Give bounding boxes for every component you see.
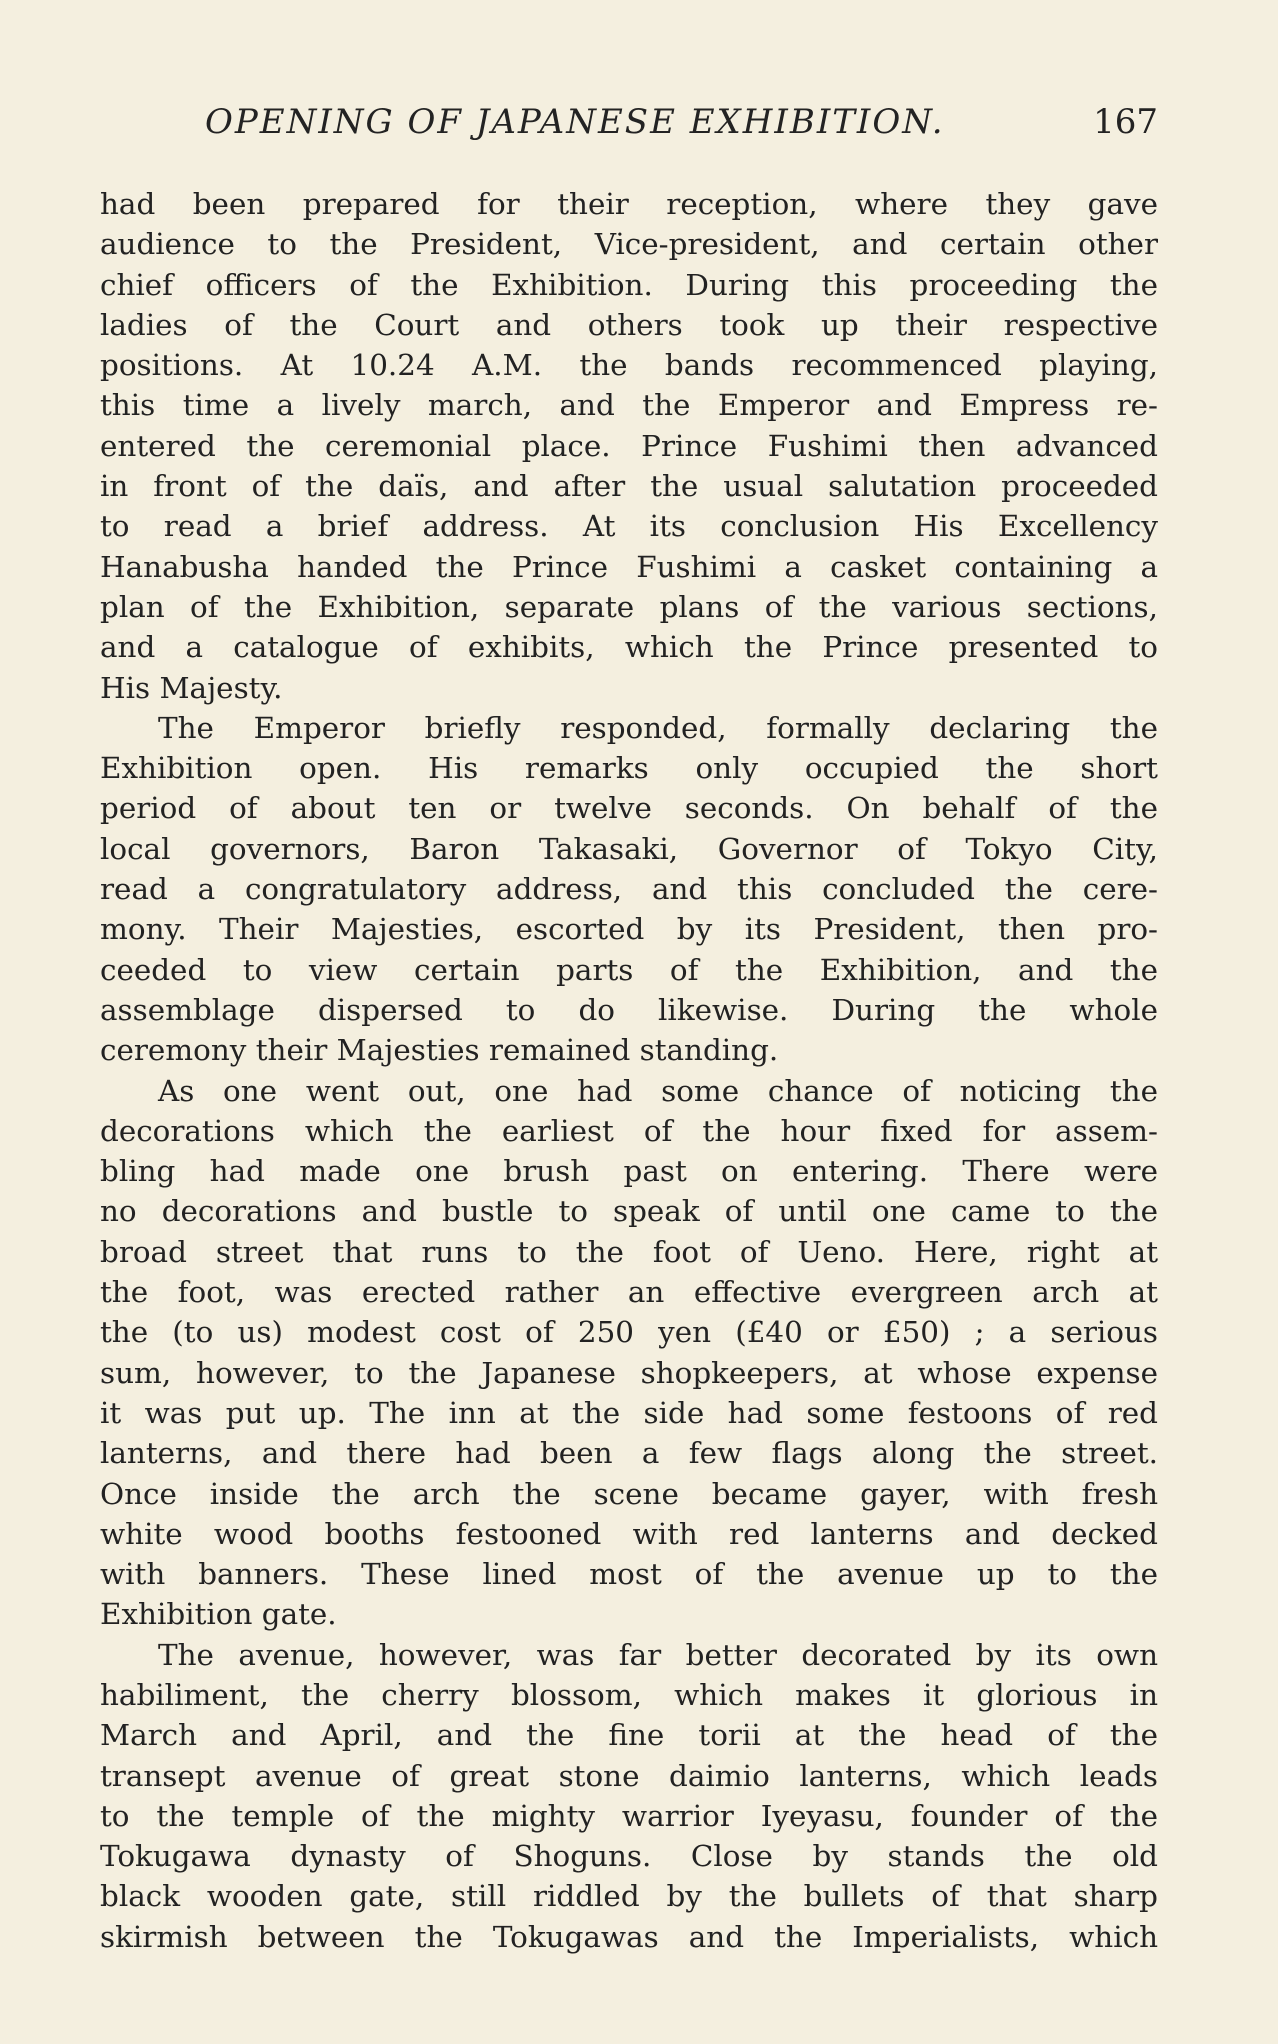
- text-line: chief officers of the Exhibition. During this proceeding the: [100, 267, 1158, 302]
- text-line: Exhibition open. His remarks only occupied the short: [100, 751, 1158, 786]
- text-line: it was put up. The inn at the side had some festoons of red: [100, 1395, 1158, 1430]
- running-head: [100, 102, 1158, 152]
- text-line: black wooden gate, still riddled by the bullets of that sharp: [100, 1879, 1158, 1914]
- text-line: period of about ten or twelve seconds. On behalf of the: [100, 791, 1158, 826]
- text-line: mony. Their Majesties, escorted by its President, then pro-: [100, 912, 1158, 947]
- text-line: plan of the Exhibition, separate plans of the various sections,: [100, 589, 1158, 624]
- text-line: to the temple of the mighty warrior Iyeyasu, founder of the: [100, 1798, 1158, 1833]
- text-line: with banners. These lined most of the avenue up to the: [100, 1557, 1158, 1592]
- text-line: local governors, Baron Takasaki, Governor of Tokyo City,: [100, 831, 1158, 866]
- text-line: Exhibition gate.: [100, 1597, 337, 1632]
- text-line: ladies of the Court and others took up their respective: [100, 307, 1158, 342]
- text-line: had been prepared for their reception, where they gave: [100, 187, 1158, 221]
- text-line: Tokugawa dynasty of Shoguns. Close by stands the old: [100, 1839, 1158, 1874]
- text-line: ceeded to view certain parts of the Exhibition, and the: [100, 952, 1158, 987]
- text-line: habiliment, the cherry blossom, which makes it glorious in: [100, 1677, 1158, 1712]
- text-line: white wood booths festooned with red lanterns and decked: [100, 1516, 1158, 1551]
- text-line: to read a brief address. At its conclusion His Excellency: [100, 509, 1158, 544]
- text-line: assemblage dispersed to do likewise. During the whole: [100, 992, 1158, 1027]
- running-title: OPENING OF JAPANESE EXHIBITION.: [205, 102, 945, 142]
- text-line: skirmish between the Tokugawas and the Imperialists, which: [100, 1919, 1158, 1954]
- text-line: The avenue, however, was far better decorated by its own: [158, 1637, 1158, 1672]
- text-line: no decorations and bustle to speak of until one came to the: [100, 1194, 1158, 1229]
- text-line: the foot, was erected rather an effective evergreen arch at: [100, 1275, 1158, 1310]
- text-line: The Emperor briefly responded, formally declaring the: [158, 710, 1158, 745]
- text-line: this time a lively march, and the Emperor and Empress re-: [100, 388, 1158, 423]
- text-line: entered the ceremonial place. Prince Fushimi then advanced: [100, 428, 1158, 463]
- text-line: ceremony their Majesties remained standing.: [100, 1033, 779, 1068]
- text-line: As one went out, one had some chance of noticing the: [158, 1073, 1158, 1108]
- body-text: [100, 184, 1158, 1957]
- text-line: His Majesty.: [100, 670, 283, 705]
- text-line: Once inside the arch the scene became gayer, with fresh: [100, 1476, 1158, 1511]
- text-line: positions. At 10.24 A.M. the bands recommenced playing,: [100, 348, 1158, 383]
- text-line: and a catalogue of exhibits, which the Prince presented to: [100, 630, 1158, 665]
- page-number: 167: [1093, 102, 1158, 142]
- text-line: in front of the daïs, and after the usual salutation proceeded: [100, 469, 1158, 504]
- text-line: read a congratulatory address, and this concluded the cere-: [100, 872, 1158, 907]
- text-line: transept avenue of great stone daimio lanterns, which leads: [100, 1758, 1158, 1793]
- text-line: bling had made one brush past on entering. There were: [100, 1154, 1158, 1189]
- text-line: decorations which the earliest of the hour fixed for assem-: [100, 1113, 1158, 1148]
- text-line: March and April, and the fine torii at the head of the: [100, 1718, 1158, 1753]
- text-line: lanterns, and there had been a few flags along the street.: [100, 1436, 1158, 1471]
- text-line: sum, however, to the Japanese shopkeepers, at whose expense: [100, 1355, 1158, 1390]
- text-line: broad street that runs to the foot of Ueno. Here, right at: [100, 1234, 1158, 1269]
- text-line: the (to us) modest cost of 250 yen (£40 or £50) ; a serious: [100, 1315, 1158, 1350]
- text-line: audience to the President, Vice-president, and certain other: [100, 227, 1158, 262]
- text-line: Hanabusha handed the Prince Fushimi a casket containing a: [100, 549, 1158, 584]
